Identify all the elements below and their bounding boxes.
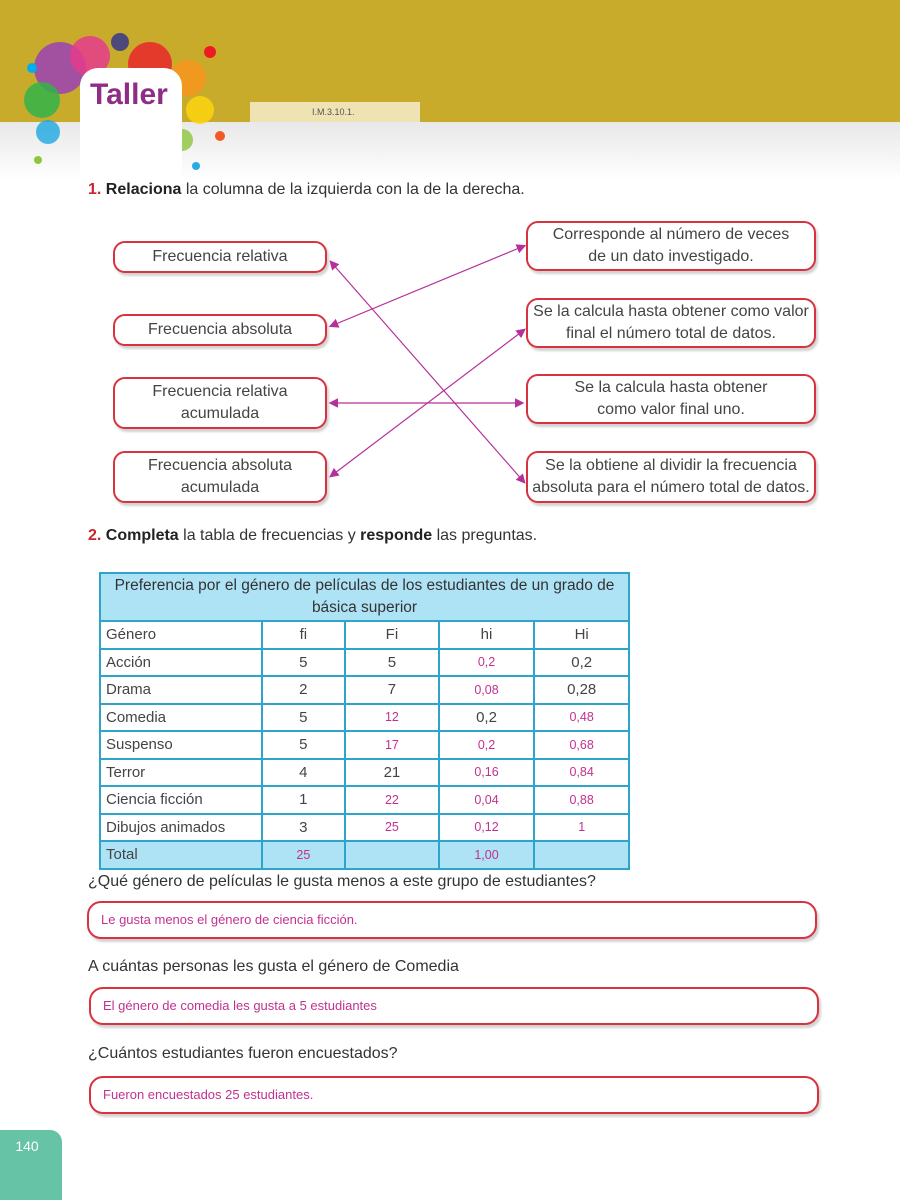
skill-code: I.M.3.10.1.: [250, 102, 420, 122]
answer-cell: 0,04: [439, 786, 535, 814]
table-cell: 0,2: [439, 704, 535, 732]
header-cell: Fi: [345, 621, 439, 649]
exercise-2-number: 2.: [88, 527, 102, 544]
answer-field-1[interactable]: Le gusta menos el género de ciencia ficción.: [87, 901, 817, 939]
question-2: A cuántas personas les gusta el género de Comedia: [88, 958, 459, 975]
table-row: [100, 731, 629, 759]
table-row: [100, 786, 629, 814]
table-cell: 0,2: [534, 649, 629, 677]
table-cell: 4: [262, 759, 346, 787]
table-cell: 5: [345, 649, 439, 677]
exercise-2-title: [88, 527, 537, 545]
exercise-2-mid: la tabla de frecuencias y: [178, 527, 361, 544]
header-cell: hi: [439, 621, 535, 649]
answer-field-2[interactable]: El género de comedia les gusta a 5 estudiantes: [89, 987, 819, 1025]
table-cell: [345, 841, 439, 869]
header-cell: Hi: [534, 621, 629, 649]
left-item-3: Frecuencia relativa acumulada: [113, 377, 327, 429]
table-row: [100, 814, 629, 842]
page-title: Taller: [90, 78, 168, 111]
question-3: ¿Cuántos estudiantes fueron encuestados?: [88, 1045, 398, 1062]
right-item-4: Se la obtiene al dividir la frecuencia absoluta para el número total de datos.: [526, 451, 816, 503]
right-item-2: Se la calcula hasta obtener como valor final el número total de datos.: [526, 298, 816, 348]
answer-field-3[interactable]: Fueron encuestados 25 estudiantes.: [89, 1076, 819, 1114]
table-cell: [534, 841, 629, 869]
table-total-row: [100, 841, 629, 869]
left-item-2: Frecuencia absoluta: [113, 314, 327, 346]
answer-cell: 0,84: [534, 759, 629, 787]
answer-cell: 25: [262, 841, 346, 869]
table-cell: Dibujos animados: [100, 814, 262, 842]
frequency-table: [99, 572, 630, 870]
table-cell: 5: [262, 649, 346, 677]
table-header-row: [100, 621, 629, 649]
table-cell: Acción: [100, 649, 262, 677]
answer-cell: 17: [345, 731, 439, 759]
table-cell: 21: [345, 759, 439, 787]
table-row: [100, 704, 629, 732]
answer-cell: 0,88: [534, 786, 629, 814]
question-1: ¿Qué género de películas le gusta menos a este grupo de estudiantes?: [88, 873, 596, 890]
table-caption: Preferencia por el género de películas de los estudiantes de un grado de básica superior: [100, 573, 629, 621]
match-line-absoluta: [331, 246, 524, 326]
exercise-1-number: 1.: [88, 181, 102, 198]
answer-cell: 22: [345, 786, 439, 814]
answer-cell: 0,2: [439, 731, 535, 759]
table-cell: 5: [262, 731, 346, 759]
exercise-1-instruction: la columna de la izquierda con la de la derecha.: [181, 181, 525, 198]
answer-cell: 0,2: [439, 649, 535, 677]
table-cell: Ciencia ficción: [100, 786, 262, 814]
table-cell: 3: [262, 814, 346, 842]
page-number: 140: [15, 1138, 39, 1154]
answer-cell: 12: [345, 704, 439, 732]
answer-cell: 0,12: [439, 814, 535, 842]
table-cell: 7: [345, 676, 439, 704]
left-item-4: Frecuencia absoluta acumulada: [113, 451, 327, 503]
answer-cell: 1: [534, 814, 629, 842]
answer-cell: 1,00: [439, 841, 535, 869]
exercise-1-title: [88, 181, 525, 199]
left-item-1: Frecuencia relativa: [113, 241, 327, 273]
table-cell: 5: [262, 704, 346, 732]
exercise-2-verb-1: Completa: [105, 527, 179, 544]
match-line-absoluta-acumulada: [331, 330, 524, 476]
table-cell: Terror: [100, 759, 262, 787]
table-cell: 0,28: [534, 676, 629, 704]
answer-cell: 0,68: [534, 731, 629, 759]
right-item-3: Se la calcula hasta obtener como valor final uno.: [526, 374, 816, 424]
table-row: [100, 649, 629, 677]
table-cell: 2: [262, 676, 346, 704]
table-cell: Comedia: [100, 704, 262, 732]
answer-cell: 0,08: [439, 676, 535, 704]
exercise-2-instruction: las preguntas.: [432, 527, 538, 544]
header-cell: fi: [262, 621, 346, 649]
table-cell: Total: [100, 841, 262, 869]
exercise-2-verb-2: responde: [360, 527, 433, 544]
answer-cell: 25: [345, 814, 439, 842]
answer-cell: 0,48: [534, 704, 629, 732]
match-line-relativa: [331, 262, 524, 482]
answer-cell: 0,16: [439, 759, 535, 787]
right-item-1: Corresponde al número de veces de un dato investigado.: [526, 221, 816, 271]
header-cell: Género: [100, 621, 262, 649]
table-cell: Suspenso: [100, 731, 262, 759]
exercise-1-verb: Relaciona: [105, 181, 182, 198]
table-cell: 1: [262, 786, 346, 814]
table-cell: Drama: [100, 676, 262, 704]
table-row: [100, 759, 629, 787]
table-row: [100, 676, 629, 704]
